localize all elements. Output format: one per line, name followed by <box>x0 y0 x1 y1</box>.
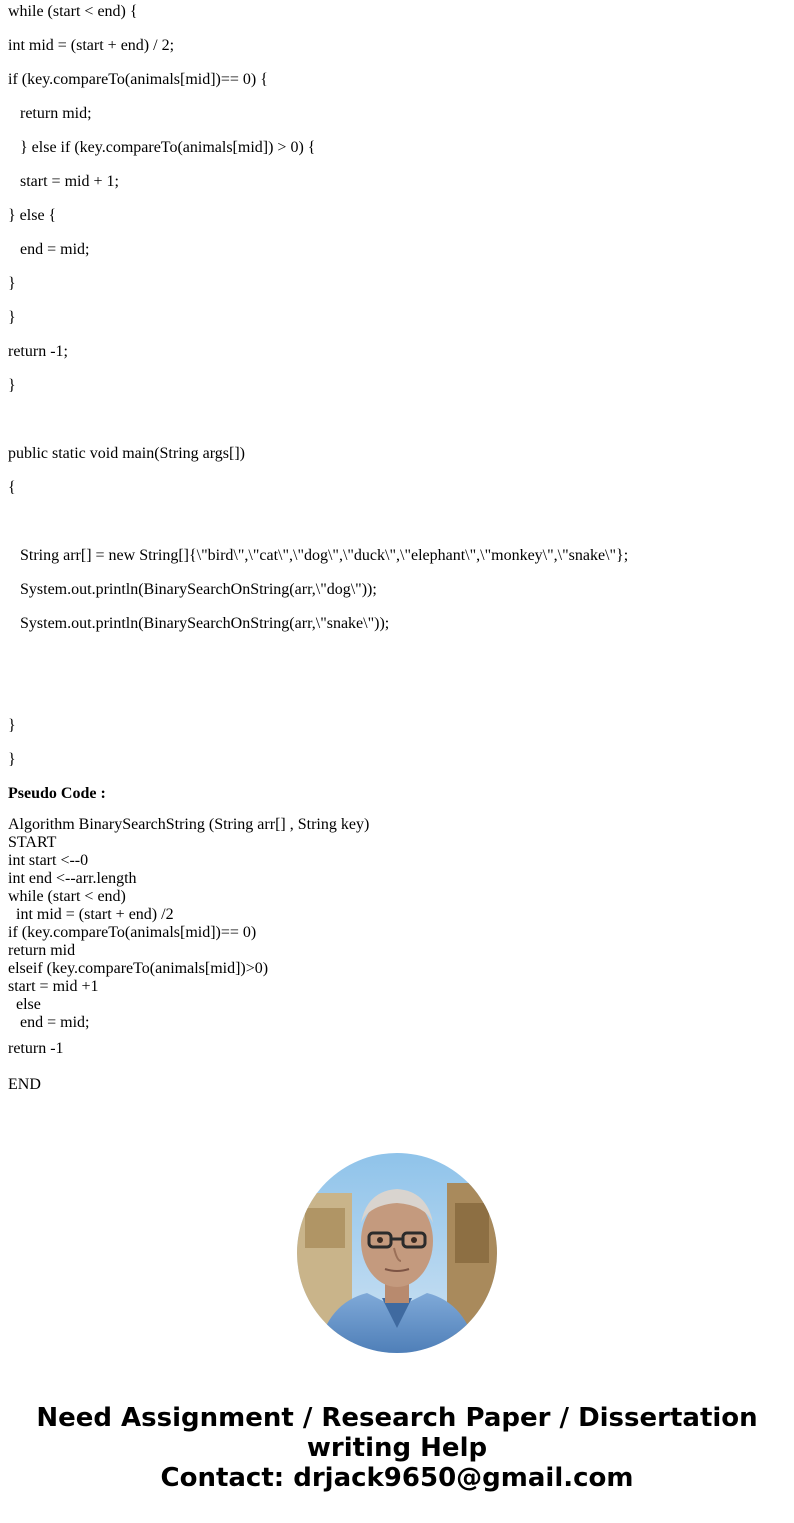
code-line: public static void main(String args[]) <box>8 445 245 462</box>
code-line: } else if (key.compareTo(animals[mid]) > 0) { <box>8 139 316 156</box>
pseudo-code-heading: Pseudo Code : <box>8 785 106 802</box>
code-line: start = mid + 1; <box>8 173 119 190</box>
code-line: } <box>8 717 16 734</box>
footer-line-1: Need Assignment / Research Paper / Dissertation <box>36 1403 758 1433</box>
footer-line-2: writing Help <box>306 1433 488 1463</box>
pseudo-code-line: start = mid +1 <box>8 978 99 995</box>
pseudo-code-line: int end <--arr.length <box>8 870 137 887</box>
pseudo-code-line: elseif (key.compareTo(animals[mid])>0) <box>8 960 269 977</box>
code-line: return mid; <box>8 105 92 122</box>
code-line: } <box>8 309 16 326</box>
code-line <box>8 408 786 442</box>
pseudo-code-line: Algorithm BinarySearchString (String arr[] , String key) <box>8 816 370 833</box>
code-line <box>8 510 786 544</box>
code-line: if (key.compareTo(animals[mid])== 0) { <box>8 71 268 88</box>
code-line <box>8 680 786 714</box>
contact-footer <box>0 1403 794 1493</box>
pseudo-code-line: if (key.compareTo(animals[mid])== 0) <box>8 924 257 941</box>
pseudo-code-line: int mid = (start + end) /2 <box>8 906 174 923</box>
code-block <box>8 0 786 782</box>
pseudo-code-block <box>8 816 786 1032</box>
pseudo-return-line: return -1 <box>8 1040 64 1057</box>
code-line: return -1; <box>8 343 68 360</box>
pseudo-code-line: while (start < end) <box>8 888 126 905</box>
pseudo-end-line: END <box>8 1076 41 1093</box>
document-body <box>8 0 786 1094</box>
pseudo-code-line: return mid <box>8 942 76 959</box>
pseudo-code-line: int start <--0 <box>8 852 89 869</box>
footer-contact-line: Contact: drjack9650@gmail.com <box>160 1463 634 1493</box>
pseudo-code-line: START <box>8 834 57 851</box>
code-line: } <box>8 377 16 394</box>
author-avatar <box>297 1153 497 1353</box>
code-line: end = mid; <box>8 241 90 258</box>
code-line: String arr[] = new String[]{\"bird\",\"cat\",\"dog\",\"duck\",\"elephant\",\"monkey\",\"snake\"}; <box>8 547 629 564</box>
code-line: while (start < end) { <box>8 3 138 20</box>
pseudo-code-line: end = mid; <box>8 1014 90 1031</box>
code-line: } else { <box>8 207 57 224</box>
code-line: int mid = (start + end) / 2; <box>8 37 175 54</box>
code-line: System.out.println(BinarySearchOnString(arr,\"snake\")); <box>8 615 390 632</box>
code-line <box>8 646 786 680</box>
code-line: System.out.println(BinarySearchOnString(arr,\"dog\")); <box>8 581 377 598</box>
avatar-photo-icon <box>297 1153 497 1353</box>
code-line: } <box>8 751 16 768</box>
pseudo-code-line: else <box>8 996 41 1013</box>
code-line: { <box>8 479 16 496</box>
code-line: } <box>8 275 16 292</box>
